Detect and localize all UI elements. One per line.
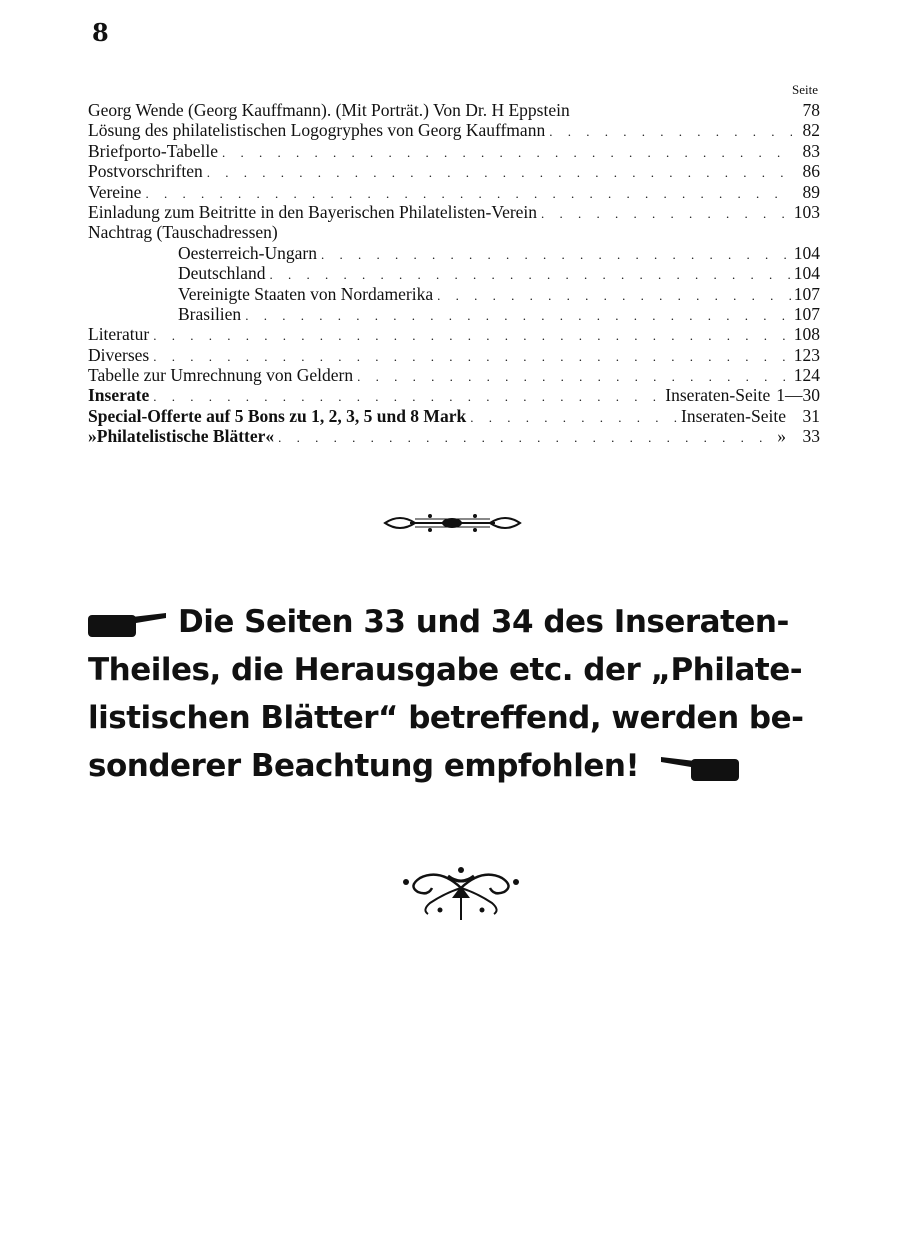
toc-leader-dots	[537, 204, 792, 224]
toc-entry-page: 103	[793, 201, 820, 222]
toc-entry	[88, 304, 820, 324]
divider-ornament-icon	[380, 508, 525, 538]
toc-entry-title: Oesterreich-Ungarn	[178, 242, 317, 263]
notice-line-1: Die Seiten 33 und 34 des Inseraten-	[178, 604, 789, 640]
toc-leader-dots	[203, 163, 792, 183]
toc-entry-title: Deutschland	[178, 263, 266, 284]
toc-entry-title: Tabelle zur Umrechnung von Geldern	[88, 365, 354, 386]
toc-entry	[88, 161, 820, 181]
toc-entry-page: 33	[802, 426, 820, 447]
toc-entry	[88, 263, 820, 283]
toc-entry-title: Briefporto-Tabelle	[88, 140, 218, 161]
toc-leader-dots	[274, 428, 777, 448]
toc-entry-title: Lösung des philatelistischen Logogryphes von Georg Kauffmann	[88, 120, 546, 141]
table-of-contents	[88, 80, 820, 447]
toc-entry	[88, 222, 820, 242]
toc-entry	[88, 243, 820, 263]
toc-rows	[88, 100, 820, 447]
toc-entry-section: »	[777, 426, 786, 447]
toc-entry	[88, 284, 820, 304]
toc-entry	[88, 406, 820, 426]
toc-entry	[88, 426, 820, 446]
notice-line-3: listischen Blätter“ betreffend, werden be-	[88, 700, 804, 736]
toc-entry-title: Brasilien	[178, 303, 242, 324]
toc-entry	[88, 141, 820, 161]
toc-entry-page: 31	[802, 405, 820, 426]
floral-vignette-icon	[400, 858, 522, 924]
toc-entry	[88, 345, 820, 365]
toc-leader-dots	[317, 245, 792, 265]
toc-entry-page: 108	[793, 324, 820, 345]
toc-entry-section: Inseraten-Seite	[681, 405, 786, 426]
toc-entry-page: 83	[802, 140, 820, 161]
toc-leader-dots	[466, 408, 681, 428]
pointing-hand-left-icon	[659, 753, 739, 783]
toc-entry-page: 86	[802, 161, 820, 182]
toc-entry-section: Inseraten-Seite	[665, 385, 771, 406]
toc-entry-page: 78	[802, 100, 820, 120]
toc-entry	[88, 385, 820, 405]
toc-entry-page: 107	[793, 283, 820, 304]
toc-entry-page: 123	[793, 344, 820, 365]
toc-entry-page: 1—30	[776, 385, 820, 406]
toc-leader-dots	[149, 347, 792, 367]
toc-entry-page: 107	[793, 303, 820, 324]
toc-entry	[88, 365, 820, 385]
notice-line-4: sonderer Beachtung empfohlen!	[88, 748, 640, 784]
toc-leader-dots	[545, 122, 792, 142]
notice-line-2: Theiles, die Herausgabe etc. der „Philate-	[88, 652, 803, 688]
toc-entry-page: 82	[802, 120, 820, 141]
toc-entry-title: Literatur	[88, 324, 150, 345]
toc-entry	[88, 202, 820, 222]
toc-entry	[88, 120, 820, 140]
toc-entry-page: 89	[802, 181, 820, 202]
toc-entry-title: »Philatelistische Blätter«	[88, 426, 275, 447]
toc-entry-title: Vereine	[88, 181, 142, 202]
toc-column-header: Seite	[792, 82, 818, 97]
toc-leader-dots	[218, 143, 792, 163]
toc-leader-dots	[265, 265, 792, 285]
toc-entry-title: Special-Offerte auf 5 Bons zu 1, 2, 3, 5 und 8 Mark	[88, 405, 467, 426]
toc-leader-dots	[241, 306, 792, 326]
toc-entry	[88, 100, 820, 120]
pointing-hand-right-icon	[88, 609, 168, 639]
toc-leader-dots	[141, 184, 792, 204]
toc-entry	[88, 182, 820, 202]
notice-block	[88, 598, 824, 790]
toc-entry-title: Postvorschriften	[88, 161, 203, 182]
toc-leader-dots	[353, 367, 792, 387]
toc-leader-dots	[149, 326, 792, 346]
toc-entry-page: 104	[793, 242, 820, 263]
toc-leader-dots	[433, 286, 792, 306]
toc-entry-title: Georg Wende (Georg Kauffmann). (Mit Porträt.) Von Dr. H Eppstein	[88, 100, 570, 120]
toc-entry-title: Inserate	[88, 385, 150, 406]
toc-entry-title: Vereinigte Staaten von Nordamerika	[178, 283, 434, 304]
toc-leader-dots	[149, 387, 665, 407]
toc-entry-page: 124	[793, 365, 820, 386]
toc-entry-page: 104	[793, 263, 820, 284]
toc-entry-title: Diverses	[88, 344, 150, 365]
toc-entry-title: Nachtrag (Tauschadressen)	[88, 222, 278, 243]
toc-entry	[88, 324, 820, 344]
page-number: 8	[92, 18, 109, 47]
toc-entry-title: Einladung zum Beitritte in den Bayerischen Philatelisten-Verein	[88, 201, 538, 222]
